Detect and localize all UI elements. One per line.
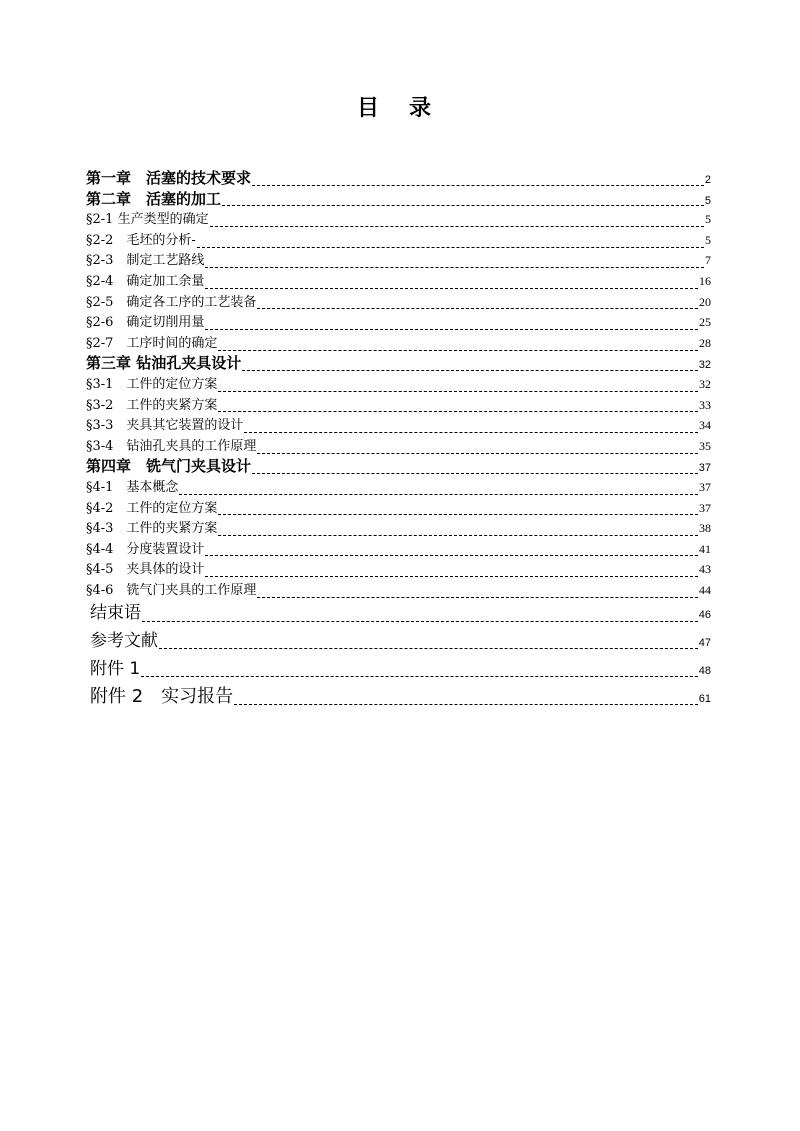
toc-entry-page: 46 [698, 609, 711, 622]
dot-leader [257, 585, 698, 598]
toc-entry-page: 16 [699, 273, 711, 288]
toc-entry [86, 230, 711, 251]
toc-entry-label: 结束语 [90, 603, 141, 624]
toc-entry [86, 456, 711, 477]
toc-entry [86, 312, 711, 333]
toc-entry-label: §4-2 工件的定位方案 [86, 500, 218, 516]
table-of-contents [86, 168, 711, 711]
toc-entry [86, 600, 711, 628]
toc-entry [86, 436, 711, 457]
toc-entry [86, 333, 711, 354]
dot-leader [179, 482, 698, 495]
toc-entry [86, 374, 711, 395]
dot-leader [205, 276, 698, 289]
toc-entry-page: 34 [699, 418, 711, 433]
toc-entry-label: §2-5 确定各工序的工艺装备 [86, 294, 257, 310]
toc-entry [86, 415, 711, 436]
dot-leader [218, 399, 698, 412]
toc-entry-page: 28 [699, 335, 711, 350]
toc-entry-label: §2-3 制定工艺路线 [86, 253, 205, 269]
toc-entry-page: 47 [698, 637, 711, 650]
toc-entry [86, 271, 711, 292]
toc-entry-label: §3-1 工件的定位方案 [86, 376, 218, 392]
dot-leader [210, 214, 704, 227]
toc-entry-page: 25 [699, 315, 711, 330]
toc-entry-page: 2 [704, 174, 711, 186]
toc-entry [86, 628, 711, 656]
toc-entry [86, 209, 711, 230]
toc-entry-label: §4-6 铣气门夹具的工作原理 [86, 582, 257, 598]
toc-entry-label: §4-5 夹具体的设计 [86, 562, 205, 578]
toc-entry-page: 43 [699, 562, 711, 577]
toc-entry-label: §2-4 确定加工余量 [86, 273, 205, 289]
dot-leader [222, 193, 704, 206]
toc-entry-page: 32 [698, 359, 711, 372]
toc-entry-page: 5 [704, 194, 711, 207]
dot-leader [257, 441, 698, 454]
dot-leader [197, 235, 704, 248]
toc-entry [86, 498, 711, 519]
toc-entry [86, 539, 711, 560]
toc-entry-page: 35 [699, 438, 711, 453]
dot-leader [205, 317, 698, 330]
dot-leader [159, 636, 698, 649]
toc-entry-page: 44 [699, 582, 711, 597]
toc-entry [86, 353, 711, 374]
dot-leader [218, 338, 698, 351]
toc-entry-label: §2-1 生产类型的确定 [86, 212, 209, 228]
toc-entry-label: 第三章 钻油孔夹具设计 [86, 354, 242, 373]
toc-entry-label: 附件 2 实习报告 [90, 686, 234, 708]
toc-entry [86, 683, 711, 711]
dot-leader [257, 296, 698, 309]
toc-entry [86, 250, 711, 271]
dot-leader [242, 358, 698, 371]
toc-title: 目 录 [356, 95, 444, 120]
toc-entry [86, 559, 711, 580]
toc-entry-page: 37 [699, 479, 711, 494]
dot-leader [252, 461, 698, 474]
toc-entry-page: 20 [699, 294, 711, 309]
toc-entry-label: §4-4 分度装置设计 [86, 541, 205, 557]
dot-leader [252, 173, 704, 186]
toc-entry-page: 48 [698, 664, 711, 677]
toc-entry-page: 32 [699, 376, 711, 391]
toc-entry-label: §2-2 毛坯的分析- [86, 232, 196, 248]
toc-entry-page: 5 [705, 212, 711, 227]
toc-entry-page: 38 [699, 521, 711, 536]
dot-leader [218, 502, 698, 515]
toc-entry [86, 189, 711, 210]
dot-leader [205, 543, 698, 556]
toc-entry-label: §2-6 确定切削用量 [86, 315, 205, 331]
toc-entry [86, 477, 711, 498]
toc-entry-page: 33 [699, 397, 711, 412]
dot-leader [244, 420, 698, 433]
toc-entry [86, 518, 711, 539]
dot-leader [218, 523, 698, 536]
toc-entry [86, 656, 711, 684]
toc-entry [86, 292, 711, 313]
toc-entry-page: 5 [705, 232, 711, 247]
toc-entry-label: §3-4 钻油孔夹具的工作原理 [86, 438, 257, 454]
toc-entry-label: §4-3 工件的夹紧方案 [86, 521, 218, 537]
dot-leader [205, 255, 704, 268]
toc-entry-label: 参考文献 [90, 631, 158, 652]
toc-entry-label: 第一章 活塞的技术要求 [86, 169, 252, 187]
toc-entry-label: §3-2 工件的夹紧方案 [86, 397, 218, 413]
dot-leader [141, 664, 698, 677]
toc-entry-label: §2-7 工序时间的确定 [86, 335, 218, 351]
dot-leader [234, 692, 698, 705]
toc-entry-page: 61 [698, 693, 711, 706]
toc-entry [86, 168, 711, 189]
toc-entry-label: 附件 1 [90, 658, 141, 679]
toc-entry-label: 第二章 活塞的加工 [86, 189, 222, 208]
toc-entry-label: §4-1 基本概念 [86, 479, 179, 495]
dot-leader [218, 379, 698, 392]
dot-leader [142, 609, 698, 622]
toc-entry-page: 7 [705, 253, 711, 268]
toc-entry-label: 第四章 铣气门夹具设计 [86, 457, 252, 476]
toc-entry [86, 580, 711, 601]
toc-entry [86, 395, 711, 416]
toc-entry-page: 37 [699, 500, 711, 515]
toc-entry-page: 41 [699, 541, 711, 556]
dot-leader [205, 564, 698, 577]
toc-entry-page: 37 [698, 462, 711, 475]
toc-entry-label: §3-3 夹具其它装置的设计 [86, 418, 244, 434]
